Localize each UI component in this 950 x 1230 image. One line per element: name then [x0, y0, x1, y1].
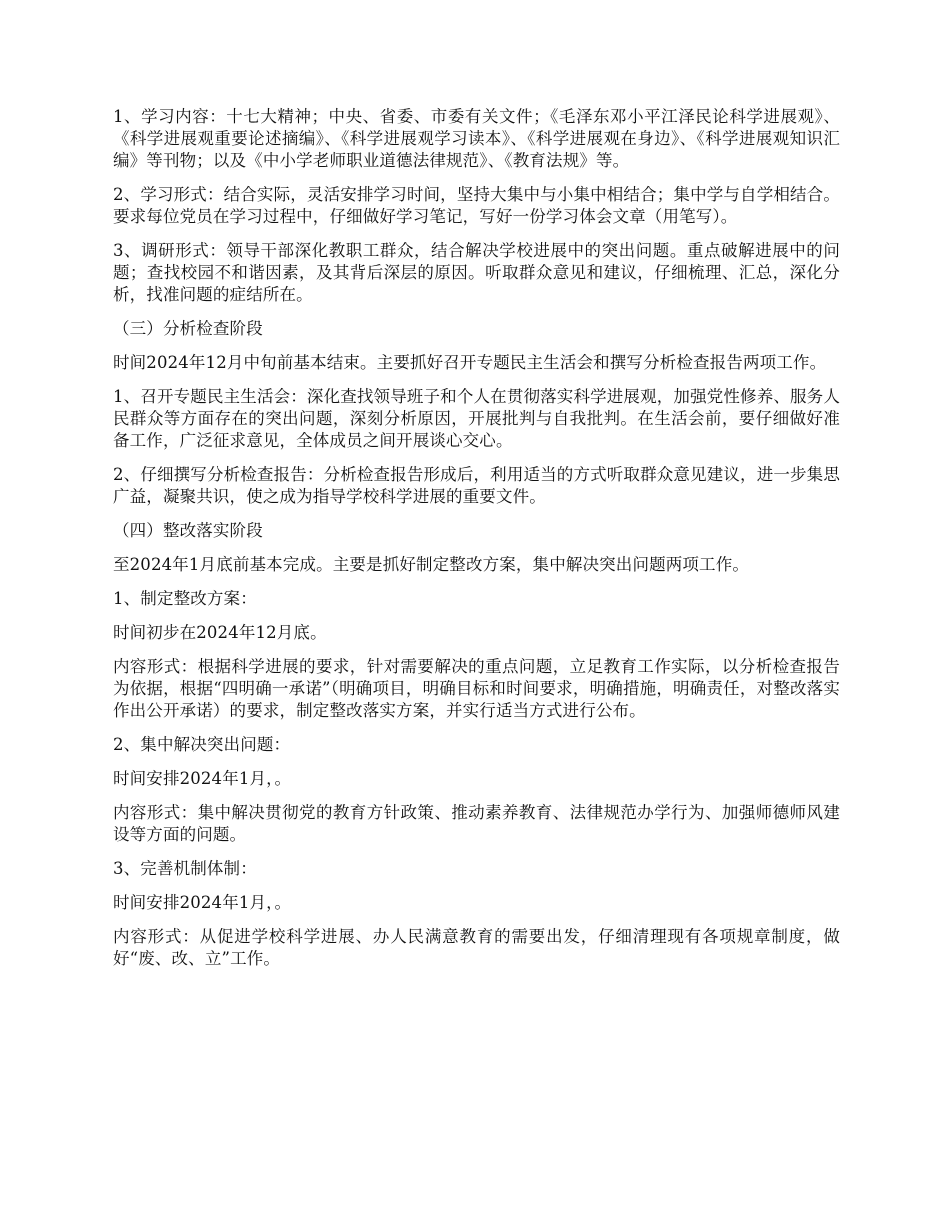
paragraph-mechanism-title: 3、完善机制体制： — [113, 859, 257, 878]
section-heading-analysis: （三）分析检查阶段 — [113, 319, 263, 338]
paragraph-analysis-report: 2、仔细撰写分析检查报告：分析检查报告形成后，利用适当的方式听取群众意见建议，进一步集思广益，凝聚共识，使之成为指导学校科学进展的重要文件。 — [113, 465, 840, 506]
paragraph-plan-title: 1、制定整改方案： — [113, 589, 257, 608]
document-page — [113, 106, 840, 982]
paragraph-mechanism-content: 内容形式：从促进学校科学进展、办人民满意教育的需要出发，仔细清理现有各项规章制度，做好“废、改、立”工作。 — [113, 927, 840, 968]
paragraph-mechanism-time: 时间安排2024年1月，。 — [113, 893, 292, 912]
paragraph-rectification-time: 至2024年1月底前基本完成。主要是抓好制定整改方案，集中解决突出问题两项工作。 — [113, 555, 749, 574]
paragraph-research-form: 3、调研形式：领导干部深化教职工群众，结合解决学校进展中的突出问题。重点破解进展中的问题；查找校园不和谐因素，及其背后深层的原因。听取群众意见和建议，仔细梳理、汇总，深化分析，找准问题的症结所在。 — [113, 241, 840, 304]
paragraph-analysis-time: 时间2024年12月中旬前基本结束。主要抓好召开专题民主生活会和撰写分析检查报告两项工作。 — [113, 353, 827, 372]
paragraph-problems-time: 时间安排2024年1月，。 — [113, 769, 292, 788]
section-heading-rectification: （四）整改落实阶段 — [113, 521, 263, 540]
paragraph-democratic-meeting: 1、召开专题民主生活会：深化查找领导班子和个人在贯彻落实科学进展观，加强党性修养、服务人民群众等方面存在的突出问题，深刻分析原因，开展批判与自我批判。在生活会前，要仔细做好准备工作，广泛征求意见，全体成员之间开展谈心交心。 — [113, 387, 840, 450]
paragraph-plan-time: 时间初步在2024年12月底。 — [113, 623, 327, 642]
paragraph-problems-content: 内容形式：集中解决贯彻党的教育方针政策、推动素养教育、法律规范办学行为、加强师德师风建设等方面的问题。 — [113, 803, 840, 844]
paragraph-problems-title: 2、集中解决突出问题： — [113, 735, 291, 754]
paragraph-plan-content: 内容形式：根据科学进展的要求，针对需要解决的重点问题，立足教育工作实际，以分析检查报告为依据，根据“四明确一承诺”（明确项目，明确目标和时间要求，明确措施，明确责任，对整改落实作出公开承诺）的要求，制定整改落实方案，并实行适当方式进行公布。 — [113, 657, 840, 720]
paragraph-study-content: 1、学习内容：十七大精神；中央、省委、市委有关文件；《毛泽东邓小平江泽民论科学进展观》、《科学进展观重要论述摘编》、《科学进展观学习读本》、《科学进展观在身边》、《科学进展观知识汇编》等刊物；以及《中小学老师职业道德法律规范》、《教育法规》等。 — [113, 107, 840, 170]
paragraph-study-form: 2、学习形式：结合实际，灵活安排学习时间，坚持大集中与小集中相结合；集中学与自学相结合。要求每位党员在学习过程中，仔细做好学习笔记，写好一份学习体会文章（用笔写）。 — [113, 185, 840, 226]
